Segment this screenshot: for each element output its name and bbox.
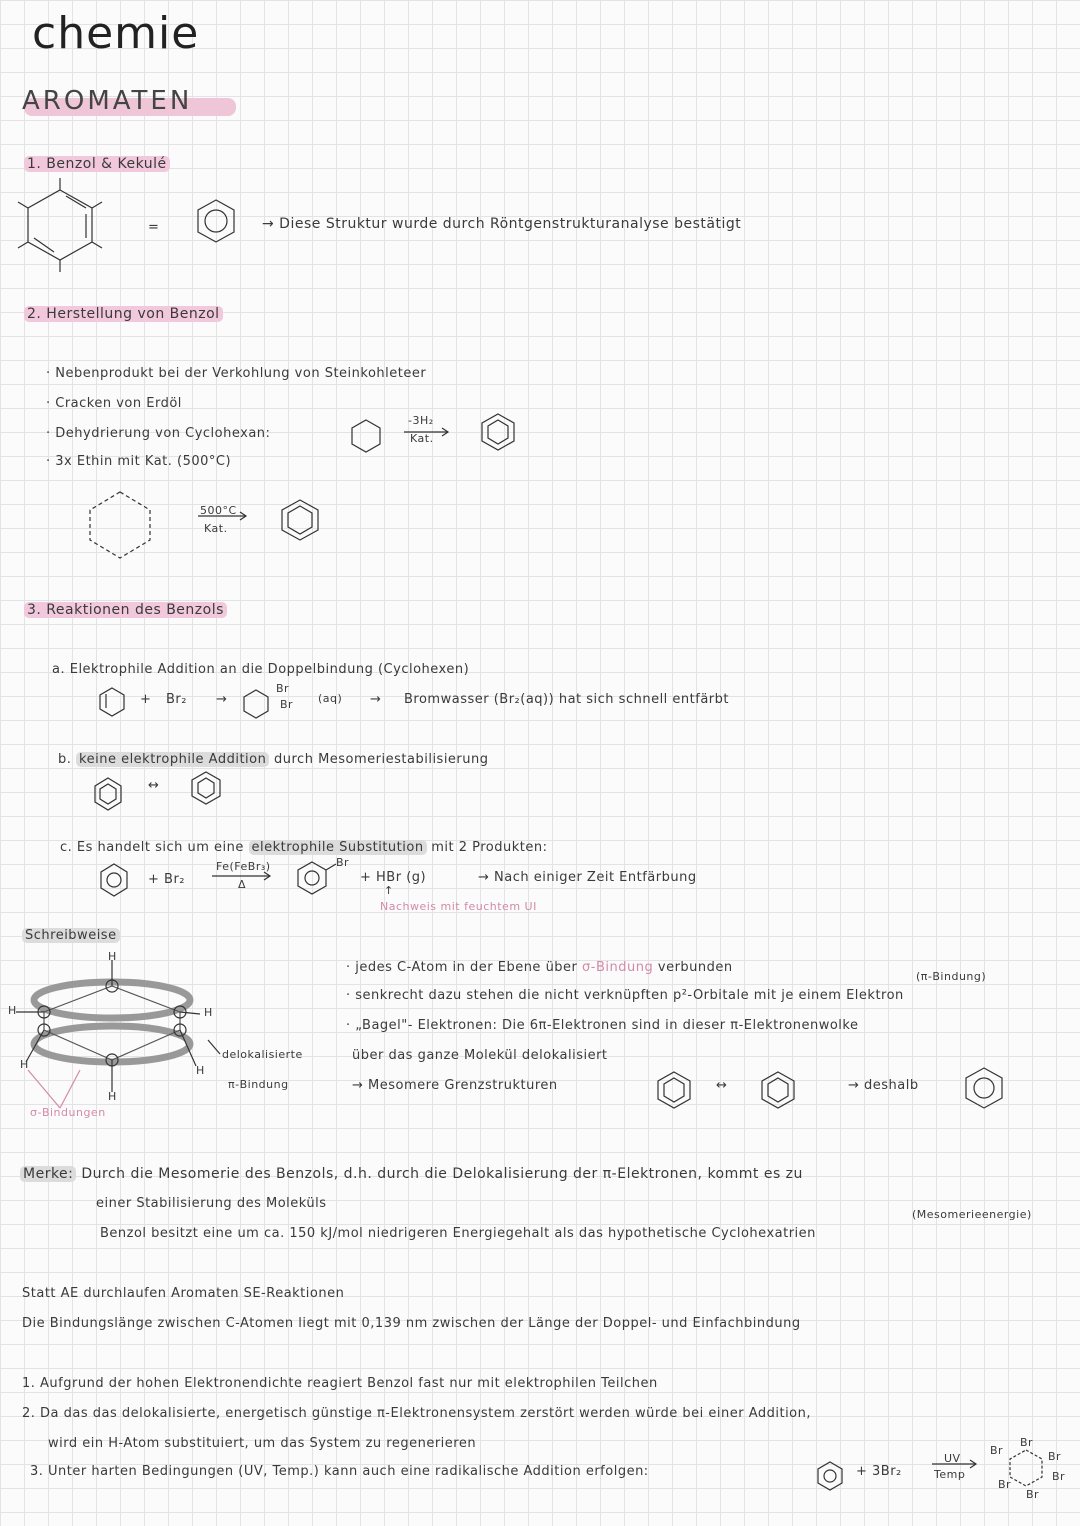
prep-item-1: · Nebenprodukt bei der Verkohlung von Steinkohleteer bbox=[46, 366, 427, 381]
page-subtitle: AROMATEN bbox=[22, 86, 193, 116]
benzene-resonance-icon-2 bbox=[192, 772, 220, 804]
benzene-ring-icon-5 bbox=[818, 1462, 842, 1490]
merke-energy-paren: (Mesomerieenergie) bbox=[912, 1208, 1032, 1221]
delocalized-label: delokalisierte bbox=[222, 1048, 303, 1061]
note-bond-length: Die Bindungslänge zwischen C-Atomen liegt mit 0,139 nm zwischen der Länge der Doppel- und Einfachbindung bbox=[22, 1316, 801, 1331]
radical-temp: Temp bbox=[934, 1468, 966, 1481]
reaction-c-catalyst: Fe(FeBr₃) bbox=[216, 860, 271, 873]
reason-2: 2. Da das das delokalisierte, energetisch günstige π-Elektronensystem zerstört werden würde bei einer Addition, bbox=[22, 1406, 812, 1421]
hexabromide-br-6: Br bbox=[1026, 1488, 1040, 1501]
mesomer-ring-icon-1 bbox=[658, 1072, 690, 1108]
merke-line-3: Benzol besitzt eine um ca. 150 kJ/mol niedrigeren Energiegehalt als das hypothetische Cyclohexatrien bbox=[100, 1226, 816, 1241]
cyclohexane-icon bbox=[352, 420, 380, 452]
dehydration-arrow-top: -3H₂ bbox=[408, 414, 434, 427]
benzene-resonance-icon-1 bbox=[95, 778, 121, 810]
reaction-c-after: → Nach einiger Zeit Entfärbung bbox=[478, 870, 697, 885]
radical-uv: UV bbox=[944, 1452, 961, 1465]
cyclohexene-icon bbox=[100, 688, 124, 716]
bagel-h-bottom: H bbox=[108, 1090, 117, 1103]
bagel-h-right: H bbox=[204, 1006, 213, 1019]
prep-item-2: · Cracken von Erdöl bbox=[46, 396, 182, 411]
mesomer-arrow: ↔ bbox=[716, 1078, 728, 1093]
reaction-a-aq: (aq) bbox=[318, 692, 343, 705]
reason-2-cont: wird ein H-Atom substituiert, um das System zu regenerieren bbox=[48, 1436, 477, 1451]
section2-heading: 2. Herstellung von Benzol bbox=[24, 306, 223, 322]
ethyne-trimer-icon bbox=[90, 492, 150, 558]
benzene-circle-icon bbox=[966, 1068, 1002, 1108]
sigma-bond-label: σ-Bindungen bbox=[30, 1106, 106, 1119]
reaction-a-title: a. Elektrophile Addition an die Doppelbindung (Cyclohexen) bbox=[52, 662, 470, 677]
bagel-h-left: H bbox=[8, 1004, 17, 1017]
hexabromide-br-1: Br bbox=[990, 1444, 1004, 1457]
prep-item-3: · Dehydrierung von Cyclohexan: bbox=[46, 426, 271, 441]
prep-item-4: · 3x Ethin mit Kat. (500°C) bbox=[46, 454, 232, 469]
ethyne-arrow-top: 500°C bbox=[200, 504, 237, 517]
reaction-c-heat: Δ bbox=[238, 878, 247, 891]
merke-line-2: einer Stabilisierung des Moleküls bbox=[96, 1196, 327, 1211]
reaction-a-plus: + bbox=[140, 692, 152, 707]
reaction-a-bromine: Br₂ bbox=[166, 692, 187, 707]
bagel-h-top: H bbox=[108, 950, 117, 963]
hexabromide-br-3: Br bbox=[1048, 1450, 1062, 1463]
structure-point-4: über das ganze Molekül delokalisiert bbox=[352, 1048, 608, 1063]
section1-heading: 1. Benzol & Kekulé bbox=[24, 156, 170, 172]
section3-heading: 3. Reaktionen des Benzols bbox=[24, 602, 227, 618]
equals-sign: = bbox=[148, 220, 160, 235]
structure-point-1: · jedes C-Atom in der Ebene über σ-Bindung verbunden bbox=[346, 960, 733, 975]
radical-bromine: + 3Br₂ bbox=[856, 1464, 902, 1479]
xray-note: → Diese Struktur wurde durch Röntgenstrukturanalyse bestätigt bbox=[262, 216, 742, 232]
bagel-h-lowleft: H bbox=[20, 1058, 29, 1071]
structure-point-5: → Mesomere Grenzstrukturen bbox=[352, 1078, 558, 1093]
reaction-c-bromine: + Br₂ bbox=[148, 872, 185, 887]
merke-line-1: Merke: Durch die Mesomerie des Benzols, d.h. durch die Delokalisierung der π-Elektronen, kommt es zu bbox=[20, 1166, 803, 1182]
kekule-structure-icon bbox=[18, 178, 102, 272]
reason-1: 1. Aufgrund der hohen Elektronendichte reagiert Benzol fast nur mit elektrophilen Teilchen bbox=[22, 1376, 658, 1391]
bromobenzene-icon bbox=[298, 862, 336, 894]
schreibweise-label: Schreibweise bbox=[22, 928, 120, 943]
bagel-model-icon bbox=[16, 960, 220, 1108]
mesomer-ring-icon-2 bbox=[762, 1072, 794, 1108]
pi-bond-label: π-Bindung bbox=[228, 1078, 289, 1091]
reaction-a-br-bottom: Br bbox=[280, 698, 294, 711]
structure-deshalb: → deshalb bbox=[848, 1078, 919, 1093]
benzene-ring-icon-4 bbox=[101, 864, 127, 896]
page-title: chemie bbox=[32, 8, 200, 59]
reaction-b-title: b. keine elektrophile Addition durch Mesomeriestabilisierung bbox=[58, 752, 489, 767]
benzene-ring-icon-3 bbox=[282, 500, 318, 540]
bagel-h-lowright: H bbox=[196, 1064, 205, 1077]
hexabromocyclohexane-icon bbox=[1010, 1450, 1042, 1486]
hexabromide-br-4: Br bbox=[1052, 1470, 1066, 1483]
dehydration-arrow-bottom: Kat. bbox=[410, 432, 434, 445]
benzene-ring-icon-2 bbox=[482, 414, 514, 450]
dibromocyclohexane-icon bbox=[244, 690, 268, 718]
resonance-arrow: ↔ bbox=[148, 778, 160, 793]
reaction-a-arrow2: → bbox=[370, 692, 382, 707]
reason-3: 3. Unter harten Bedingungen (UV, Temp.) kann auch eine radikalische Addition erfolgen: bbox=[30, 1464, 649, 1479]
hexabromide-br-5: Br bbox=[998, 1478, 1012, 1491]
structure-point-2: · senkrecht dazu stehen die nicht verknüpften p²-Orbitale mit je einem Elektron bbox=[346, 988, 904, 1003]
hexabromide-br-2: Br bbox=[1020, 1436, 1034, 1449]
note-se: Statt AE durchlaufen Aromaten SE-Reaktionen bbox=[22, 1286, 345, 1301]
pi-bond-paren: (π-Bindung) bbox=[916, 970, 987, 983]
reaction-c-nachweis: Nachweis mit feuchtem UI bbox=[380, 900, 537, 913]
structure-point-3: · „Bagel"- Elektronen: Die 6π-Elektronen sind in dieser π-Elektronenwolke bbox=[346, 1018, 859, 1033]
ethyne-arrow-bottom: Kat. bbox=[204, 522, 228, 535]
reaction-c-hbr: + HBr (g) bbox=[360, 870, 427, 885]
reaction-c-title: c. Es handelt sich um eine elektrophile Substitution mit 2 Produkten: bbox=[60, 840, 548, 855]
reaction-a-arrow: → bbox=[216, 692, 228, 707]
benzene-ring-icon-1 bbox=[198, 200, 234, 242]
reaction-c-br: Br bbox=[336, 856, 350, 869]
reaction-c-gas-arrow: ↑ bbox=[384, 884, 394, 897]
reaction-a-br-top: Br bbox=[276, 682, 290, 695]
reaction-a-result: Bromwasser (Br₂(aq)) hat sich schnell entfärbt bbox=[404, 692, 729, 707]
